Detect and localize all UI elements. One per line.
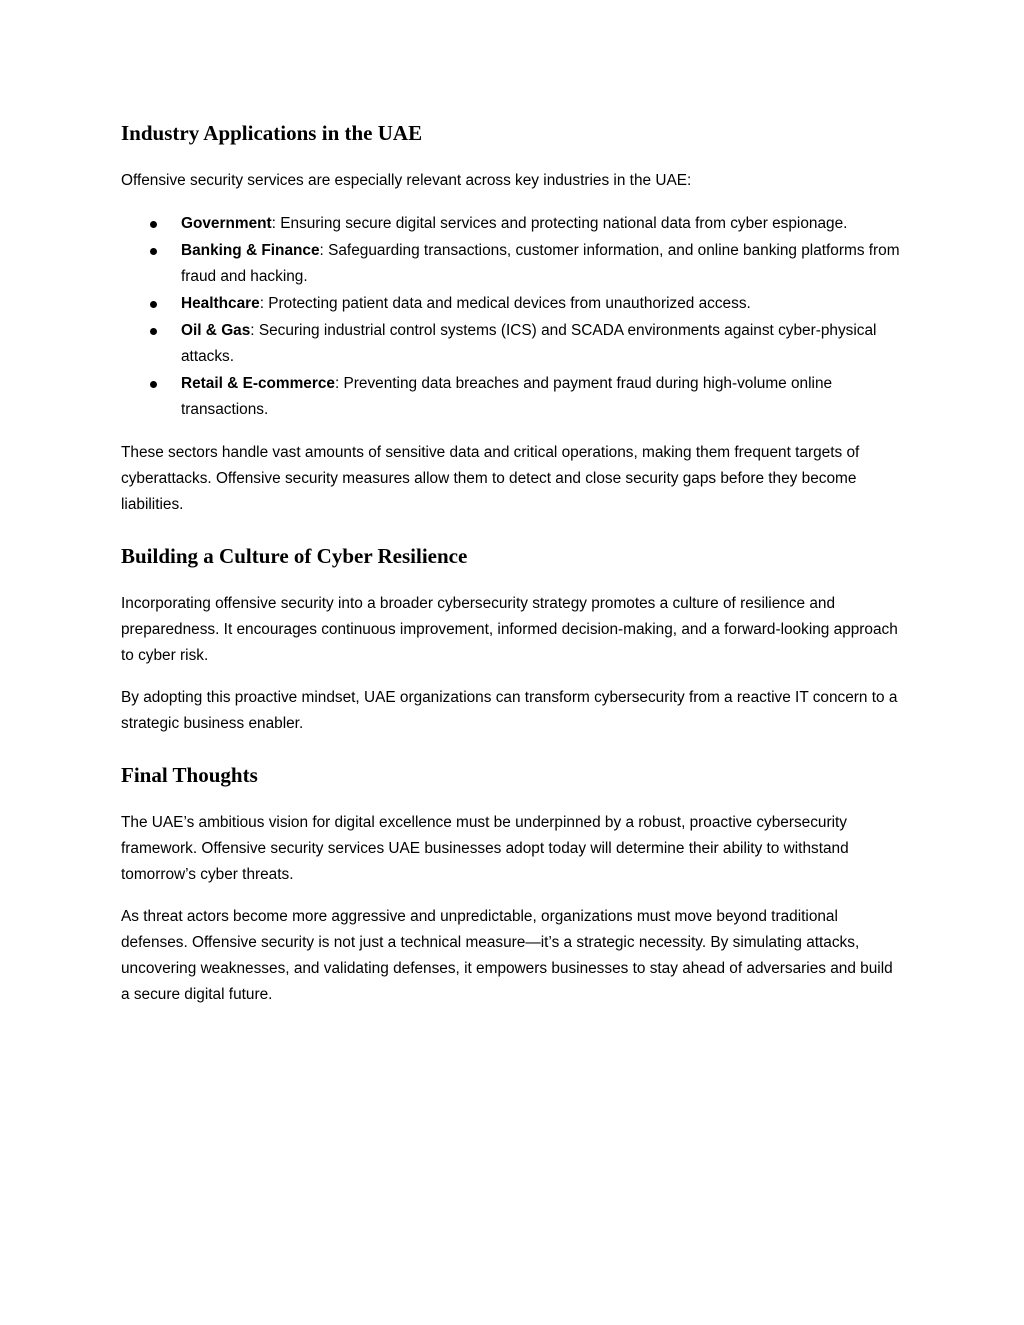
section-heading-cyber-resilience: Building a Culture of Cyber Resilience — [121, 544, 468, 568]
section-heading-industry-applications: Industry Applications in the UAE — [121, 121, 423, 145]
list-item-text: : Securing industrial control systems (ICS) and SCADA environments against cyber-physical attacks. — [181, 322, 877, 365]
list-item-term: Government — [181, 215, 272, 232]
resilience-paragraph-2: By adopting this proactive mindset, UAE organizations can transform cybersecurity from a reactive IT concern to a strategic business enabler. — [121, 689, 898, 732]
bullet-icon — [150, 248, 157, 255]
list-item-term: Banking & Finance — [181, 242, 320, 259]
list-item — [121, 291, 905, 317]
list-item-text: : Safeguarding transactions, customer information, and online banking platforms from fraud and hacking. — [181, 242, 900, 285]
bullet-icon — [150, 221, 157, 228]
list-item — [121, 371, 905, 423]
list-item — [121, 318, 905, 370]
resilience-paragraph-1: Incorporating offensive security into a broader cybersecurity strategy promotes a culture of resilience and preparedness. It encourages continuous improvement, informed decision-making, and a forward-looking approach to cyber risk. — [121, 595, 898, 664]
industry-closing-paragraph: These sectors handle vast amounts of sensitive data and critical operations, making them frequent targets of cyberattacks. Offensive security measures allow them to detect and close security gaps before they become liabilities. — [121, 444, 860, 513]
list-item-text: : Ensuring secure digital services and protecting national data from cyber espionage. — [271, 215, 848, 232]
list-item-text: : Protecting patient data and medical devices from unauthorized access. — [259, 295, 751, 312]
bullet-icon — [150, 381, 157, 388]
list-item-text: : Preventing data breaches and payment fraud during high-volume online transactions. — [181, 375, 833, 418]
list-item-term: Oil & Gas — [181, 322, 251, 339]
final-paragraph-2: As threat actors become more aggressive and unpredictable, organizations must move beyond traditional defenses. Offensive security is not just a technical measure—it’s a strategic necessity. By simulating attacks, uncovering weaknesses, and validating defenses, it empowers businesses to stay ahead of adversaries and build a secure digital future. — [121, 908, 893, 1003]
bullet-icon — [150, 328, 157, 335]
industry-intro-paragraph: Offensive security services are especially relevant across key industries in the UAE: — [121, 172, 692, 189]
list-item-term: Healthcare — [181, 295, 260, 312]
final-paragraph-1: The UAE’s ambitious vision for digital excellence must be underpinned by a robust, proactive cybersecurity framework. Offensive security services UAE businesses adopt today will determine their ability to withstand tomorrow’s cyber threats. — [121, 814, 849, 883]
section-heading-final-thoughts: Final Thoughts — [121, 763, 258, 787]
industry-list — [121, 211, 905, 423]
list-item-term: Retail & E-commerce — [181, 375, 335, 392]
document-page — [121, 120, 905, 1008]
bullet-icon — [150, 301, 157, 308]
list-item — [121, 238, 905, 290]
list-item — [121, 211, 905, 237]
